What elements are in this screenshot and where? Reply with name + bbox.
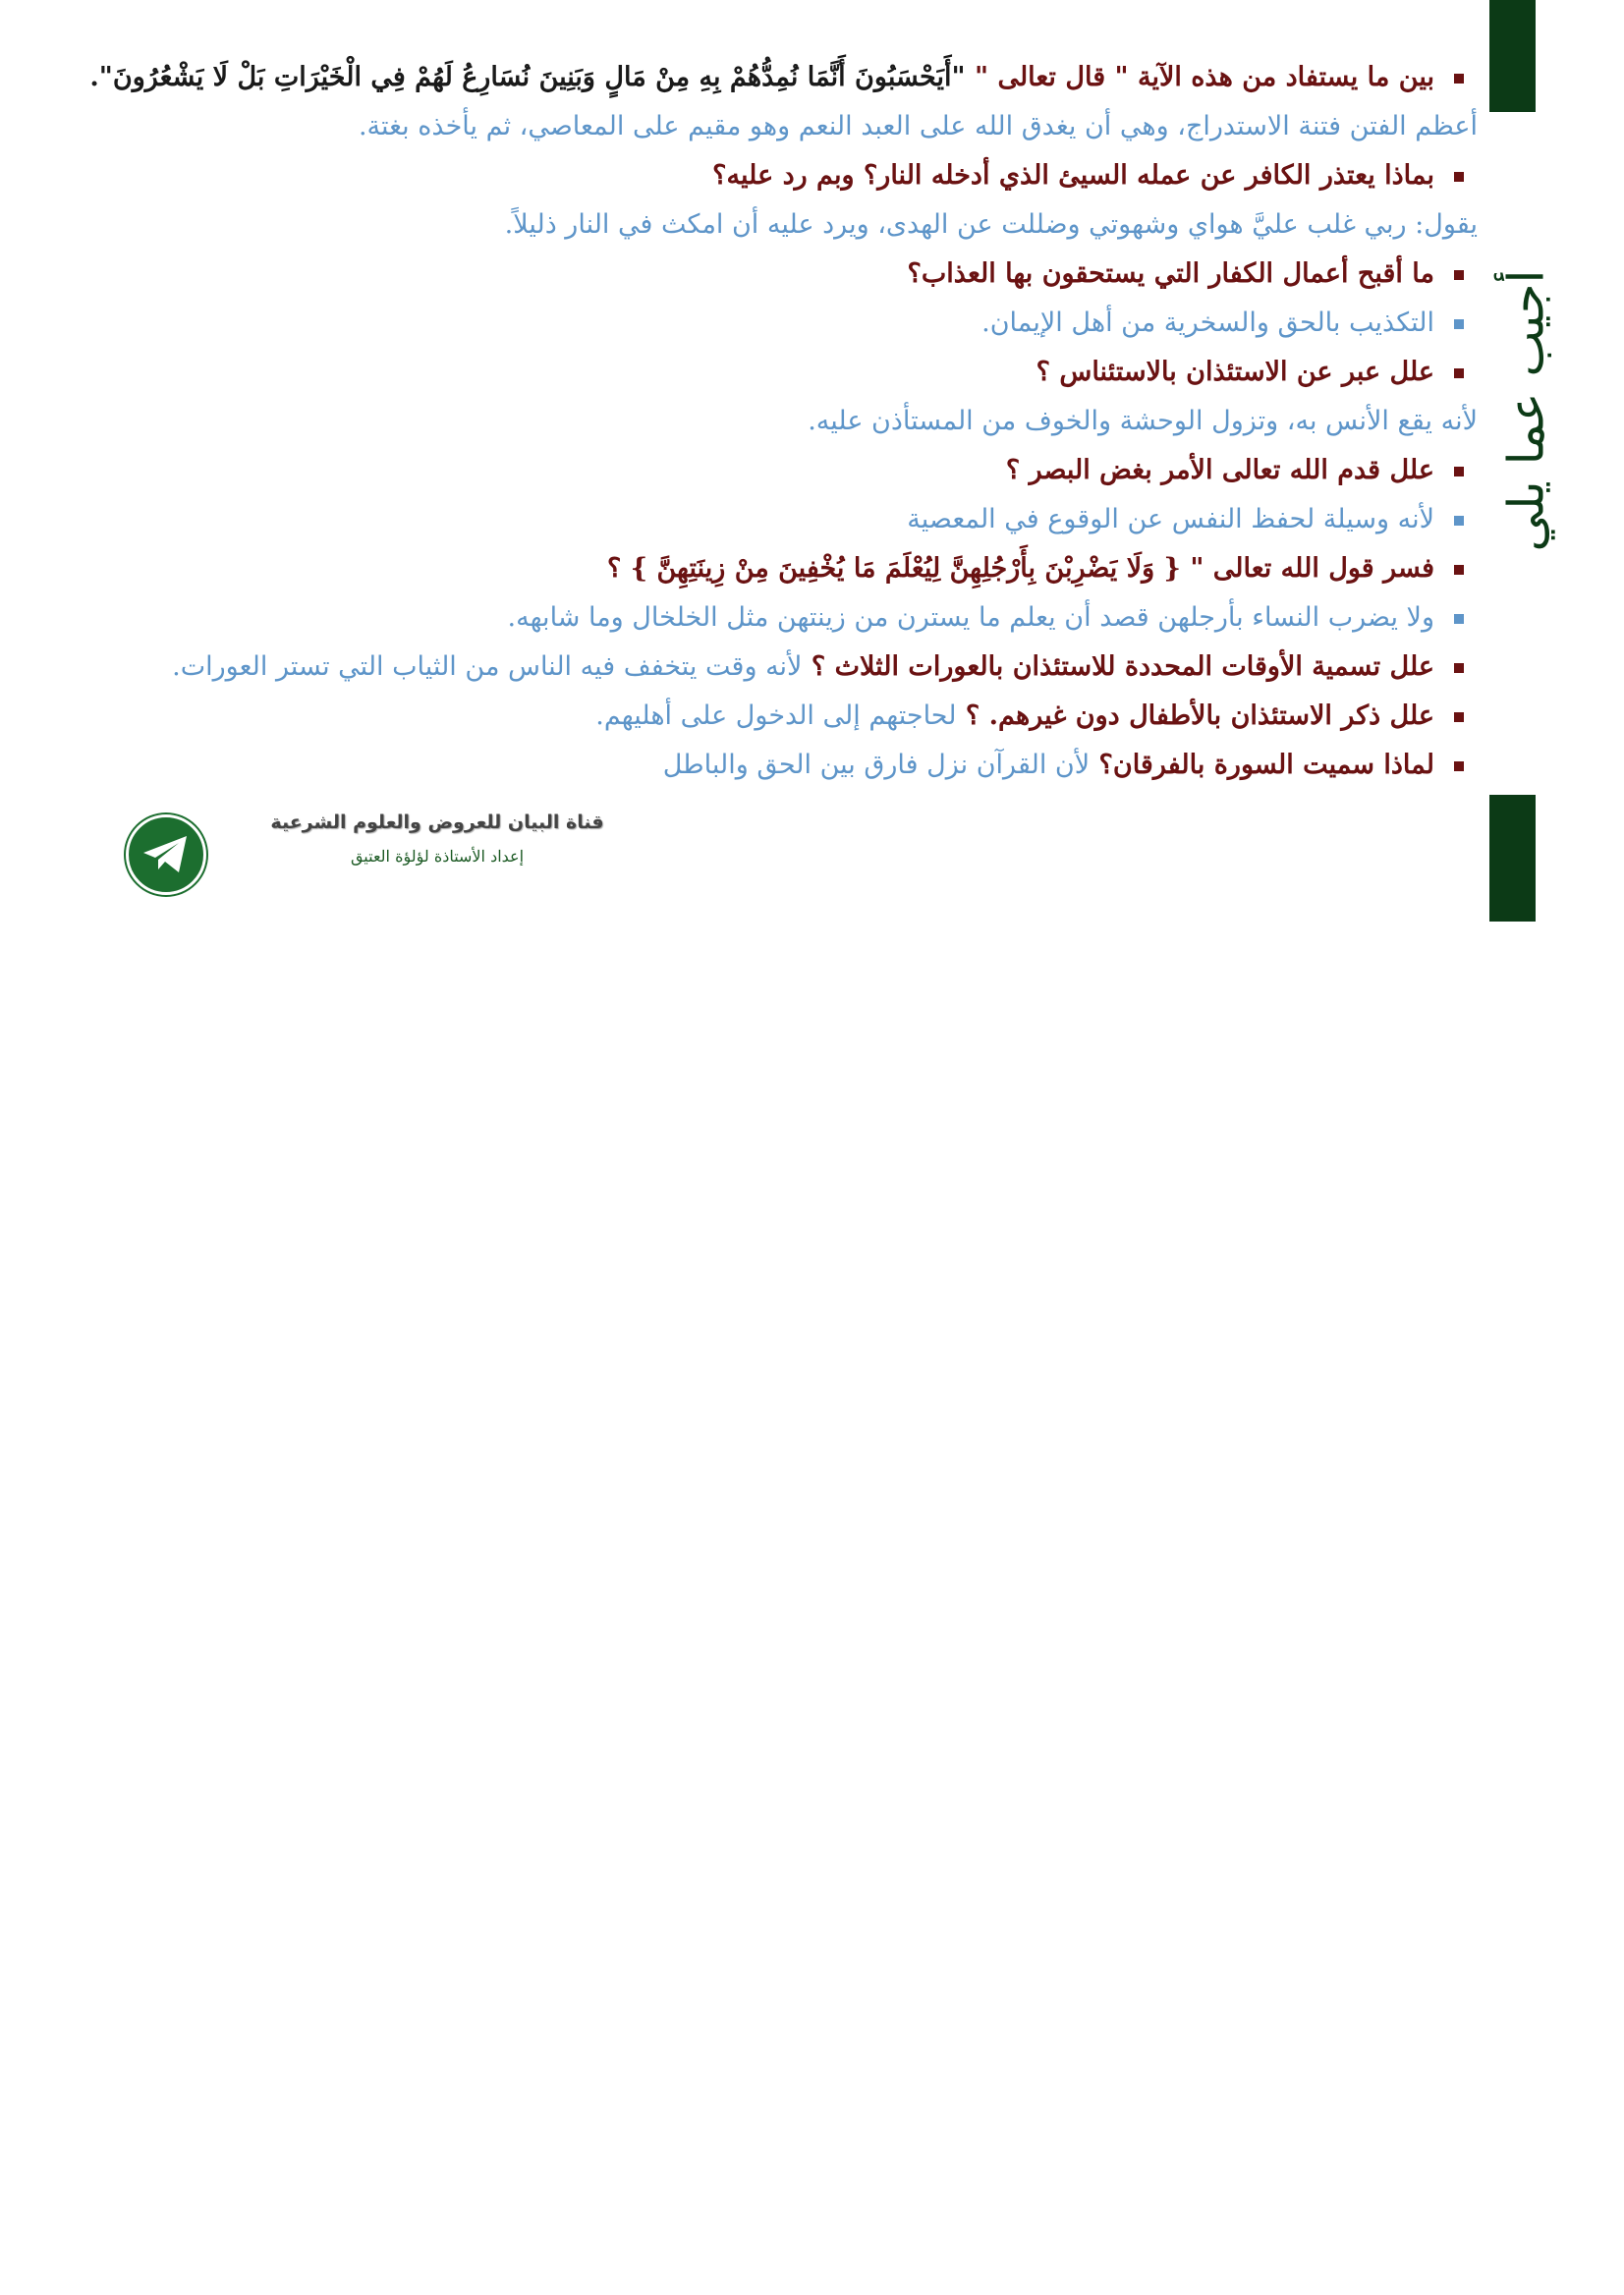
inline-answer: لحاجتهم إلى الدخول على أهليهم. [595, 700, 957, 731]
bullet-icon [1454, 74, 1464, 84]
author-credit: إعداد الأستاذة لؤلؤة العتيق [350, 847, 525, 866]
telegram-icon[interactable] [126, 814, 206, 895]
question-line [138, 544, 1478, 593]
line-text: لماذا سميت السورة بالفرقان؟ [1098, 750, 1434, 780]
line-text: علل تسمية الأوقات المحددة للاستئذان بالعورات الثلاث ؟ [811, 651, 1434, 682]
line-text: ما أقبح أعمال الكفار التي يستحقون بها العذاب؟ [907, 258, 1434, 289]
line-text: علل ذكر الاستئذان بالأطفال دون غيرهم. ؟ [965, 700, 1434, 731]
inline-answer: لأنه وقت يتخفف فيه الناس من الثياب التي تستر العورات. [172, 651, 803, 682]
line-text: لأنه يقع الأنس به، وتزول الوحشة والخوف من المستأذن عليه. [808, 406, 1478, 436]
line-text: أعظم الفتن فتنة الاستدراج، وهي أن يغدق الله على العبد النعم وهو مقيم على المعاصي، ثم يأخذه بغتة. [358, 111, 1478, 141]
bottom-green-band [1489, 795, 1536, 922]
channel-name: قناة البيان للعروض والعلوم الشرعية [270, 812, 604, 833]
answer-line [138, 299, 1478, 348]
question-line [138, 151, 1478, 200]
bullet-icon [1454, 663, 1464, 673]
question-line [138, 643, 1478, 692]
question-line [138, 692, 1478, 741]
line-text: بماذا يعتذر الكافر عن عمله السيئ الذي أدخله النار؟ وبم رد عليه؟ [712, 160, 1434, 191]
paper-plane-icon [141, 833, 191, 876]
ayah-text: "أَيَحْسَبُونَ أَنَّمَا نُمِدُّهُمْ بِهِ مِنْ مَالٍ وَبَنِينَ نُسَارِعُ لَهُمْ فِي الْخَيْرَاتِ بَلْ لَا يَشْعُرُونَ". [89, 62, 966, 92]
answer-line [138, 495, 1478, 544]
bullet-icon [1454, 712, 1464, 722]
question-line [138, 348, 1478, 397]
bullet-icon [1454, 172, 1464, 182]
side-title [1496, 244, 1555, 578]
line-text: لأنه وسيلة لحفظ النفس عن الوقوع في المعصية [907, 504, 1434, 534]
inline-answer: لأن القرآن نزل فارق بين الحق والباطل [662, 750, 1091, 780]
line-text: ولا يضرب النساء بأرجلهن قصد أن يعلم ما يسترن من زينتهن مثل الخلخال وما شابهه. [507, 602, 1434, 633]
line-text: علل قدم الله تعالى الأمر بغض البصر ؟ [1005, 455, 1434, 485]
bullet-icon [1454, 467, 1464, 476]
bullet-icon [1454, 319, 1464, 329]
side-title-text: أجيب عما يلي [1497, 269, 1555, 552]
line-text: بين ما يستفاد من هذه الآية " قال تعالى " [974, 62, 1434, 92]
line-text: علل عبر عن الاستئذان بالاستئناس ؟ [1036, 357, 1434, 387]
line-text: فسر قول الله تعالى " { وَلَا يَضْرِبْنَ بِأَرْجُلِهِنَّ لِيُعْلَمَ مَا يُخْفِينَ مِنْ زِينَتِهِنَّ } ؟ [606, 553, 1434, 584]
question-line [138, 741, 1478, 790]
question-line [89, 53, 1478, 102]
answer-line [138, 593, 1478, 643]
question-line [138, 250, 1478, 299]
answer-line [138, 102, 1478, 151]
bullet-icon [1454, 270, 1464, 280]
bullet-icon [1454, 614, 1464, 624]
answer-line [138, 397, 1478, 446]
worksheet-content [89, 53, 1478, 790]
question-line [138, 446, 1478, 495]
top-green-band [1489, 0, 1536, 112]
line-text: التكذيب بالحق والسخرية من أهل الإيمان. [981, 308, 1434, 338]
bullet-icon [1454, 516, 1464, 526]
bullet-icon [1454, 761, 1464, 771]
line-text: يقول: ربي غلب عليَّ هواي وشهوتي وضللت عن الهدى، ويرد عليه أن امكث في النار ذليلاً. [504, 209, 1478, 240]
bullet-icon [1454, 565, 1464, 575]
answer-line [138, 200, 1478, 250]
bullet-icon [1454, 368, 1464, 378]
